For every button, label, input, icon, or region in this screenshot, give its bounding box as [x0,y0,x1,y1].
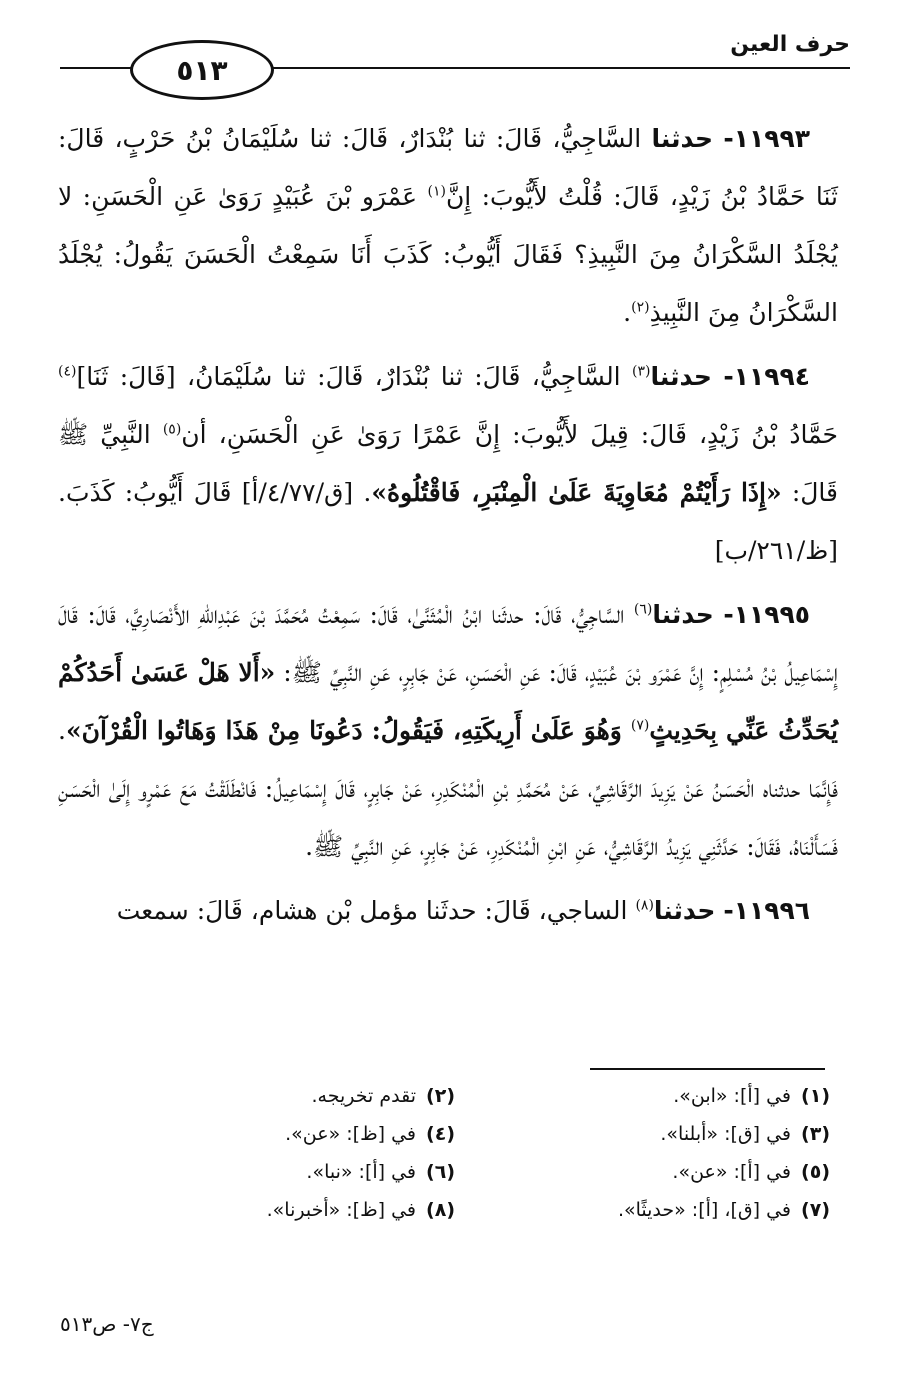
footnotes [80,1080,830,1226]
hadith-number: ١١٩٩٦- [723,896,810,925]
hadith-lead: حدثنا [650,362,712,391]
footnote-ref: (٤) [58,363,77,380]
hadith-text: السَّاجِيُّ، قَالَ: ثنا بُنْدَارٌ، قَالَ: ثنا سُلَيْمَانُ بْنُ حَرْبٍ، قَالَ: ثَنَا حَمَّادُ بْنُ زَيْدٍ، قَالَ: قُلْتُ لأَيُّوبَ: إِنَّ [58,124,838,211]
hadith-text: الساجي، قَالَ: حدثَنا مؤمل بْن هشام، قَالَ: سمعت [116,896,636,925]
footnote-text: تقدم تخريجه. [311,1085,417,1107]
footnote-text: في [ق]، [أ]: «حديثًا». [617,1199,792,1221]
footnote-text: في [ظ]: «عن». [285,1123,417,1145]
page-number-badge: ٥١٣ [130,40,274,100]
footnote-number: (٥) [801,1161,830,1183]
footnote-ref: (٥) [162,421,182,438]
footnote-item [80,1118,455,1150]
footnote-number: (٦) [426,1161,455,1183]
body-text [58,110,838,946]
footnote-number: (١) [801,1085,830,1107]
hadith-number: ١١٩٩٣- [723,124,810,153]
footnote-number: (٣) [801,1123,830,1145]
footnote-item [455,1118,830,1150]
footnote-text: في [أ]: «عن». [672,1161,792,1183]
hadith-text: حَمَّادُ بْنُ زَيْدٍ، قَالَ: قِيلَ لأَيُّوبَ: إِنَّ عَمْرًا رَوَىٰ عَنِ الْحَسَنِ، أن [181,420,838,449]
footnote-item [80,1080,455,1112]
footnote-number: (٢) [426,1085,455,1107]
page-header [60,22,850,87]
footnote-number: (٧) [801,1199,830,1221]
hadith-11993 [58,110,838,342]
footnote-rule [590,1068,825,1070]
hadith-11994 [58,348,838,580]
hadith-11996 [58,882,838,940]
hadith-text: السَّاجِيُّ، قَالَ: ثنا بُنْدَارٌ، قَالَ: ثنا سُلَيْمَانُ، [قَالَ: ثَنَا] [76,362,633,391]
footnote-ref: (٢) [631,299,650,316]
footnote-text: في [أ]: «نبا». [306,1161,417,1183]
hadith-text: النَّبِيِّ ﷺ قَالَ: [58,420,839,507]
hadith-text: عَمْرَو بْنَ عُبَيْدٍ رَوَىٰ عَنِ الْحَسَنِ: لا يُجْلَدُ السَّكْرَانُ مِنَ النَّبِيذِ؟ فَقَالَ أَيُّوبُ: كَذَبَ أَنَا سَمِعْتُ الْحَسَنَ يَقُولُ: يُجْلَدُ السَّكْرَانُ مِنَ النَّبِيذِ [58,182,838,327]
hadith-text: . [623,298,632,327]
hadith-quote: «إِذَا رَأَيْتُمْ مُعَاوِيَةَ عَلَىٰ الْمِنْبَرِ، فَاقْتُلُوهُ» [371,478,782,507]
hadith-number: ١١٩٩٤- [723,362,811,391]
hadith-quote: وَهُوَ عَلَىٰ أَرِيكَتِهِ، فَيَقُولُ: دَعُونَا مِنْ هَذَا وَهَاتُوا الْقُرْآنَ» [65,716,631,745]
footnote-ref: (١) [427,183,446,200]
hadith-lead: حدثنا [653,896,716,925]
footnote-ref: (٧) [630,717,650,734]
footnote-ref: (٣) [632,363,651,380]
hadith-11995 [58,586,838,876]
footnote-item [455,1080,830,1112]
footnote-item [455,1156,830,1188]
footnote-text: في [ظ]: «أخبرنا». [266,1199,417,1221]
hadith-quote: «أَلا هَلْ عَسَىٰ أَحَدُكُمْ يُحَدِّثُ عَنِّي بِحَدِيثٍ [58,658,838,745]
page-reference: ج٧- ص٥١٣ [60,1312,154,1336]
footnote-number: (٨) [426,1199,455,1221]
footnote-text: في [أ]: «ابن». [673,1085,792,1107]
hadith-text: السَّاجِيُّ، قَالَ: حدثَنا ابْنُ الْمُثَنَّىٰ، قَالَ: سَمِعْتُ مُحَمَّدَ بْنَ عَبْدِاللهِ الأَنْصَارِيَّ، قَالَ: قَالَ إِسْمَاعِيلُ بْنُ مُسْلِمٍ: إِنَّ عَمْرَو بْنَ عُبَيْدٍ، قَالَ: عَنِ الْحَسَنِ، عَنْ جَابِرٍ، عَنِ النَّبِيِّ ﷺ: [58,600,838,687]
hadith-lead: حدثنا [651,124,713,153]
footnote-ref: (٦) [633,601,653,618]
chapter-title: حرف العين [730,32,850,57]
hadith-text: . [ق/٤/٧٧/أ] قَالَ أَيُّوبُ: كَذَبَ. [ظ/٢٦١/ب] [58,478,838,565]
hadith-lead: حدثنا [652,600,714,629]
footnote-item [80,1194,455,1226]
footnote-item [80,1156,455,1188]
hadith-number: ١١٩٩٥- [723,600,811,629]
footnote-text: في [ق]: «أبلنا». [660,1123,792,1145]
footnote-ref: (٨) [635,897,654,914]
footnote-number: (٤) [426,1123,455,1145]
hadith-text: . فَإِنَّمَا حدثناه الْحَسَنُ عَنْ يَزِيدَ الرَّقَاشِيِّ، عَنْ مُحَمَّدِ بْنِ الْمُنْكَدِرِ، عَنْ جَابِرٍ، قَالَ إِسْمَاعِيلُ: فَانْطَلَقْتُ مَعَ عَمْرٍو إِلَىٰ الْحَسَنِ فَسَأَلْنَاهُ، فَقَالَ: حَدَّثَنِي يَزِيدُ الرَّقَاشِيُّ، عَنِ ابْنِ الْمُنْكَدِرِ، عَنْ جَابِرٍ، عَنِ النَّبِيِّ ﷺ. [58,716,838,861]
footnote-item [455,1194,830,1226]
